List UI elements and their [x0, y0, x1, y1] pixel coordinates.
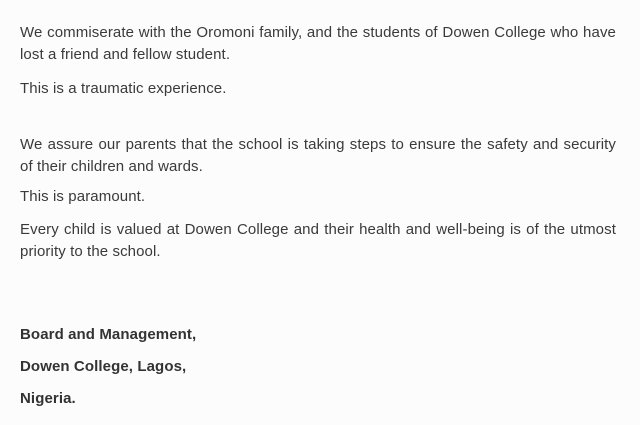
paragraph-traumatic-experience: This is a traumatic experience.	[20, 80, 227, 97]
paragraph-paramount: This is paramount.	[20, 188, 146, 205]
signature-line-country: Nigeria.	[20, 390, 76, 407]
signature-block	[20, 327, 616, 407]
paragraph-condolence: We commiserate with the Oromoni family, and the students of Dowen College who have lost a friend and fellow student.	[20, 24, 616, 63]
signature-line-board: Board and Management,	[20, 326, 197, 343]
paragraph-child-valued: Every child is valued at Dowen College and their health and well-being is of the utmost priority to the school.	[20, 221, 616, 260]
signature-line-school: Dowen College, Lagos,	[20, 358, 187, 375]
paragraph-safety-assurance: We assure our parents that the school is taking steps to ensure the safety and security of their children and wards.	[20, 136, 616, 175]
